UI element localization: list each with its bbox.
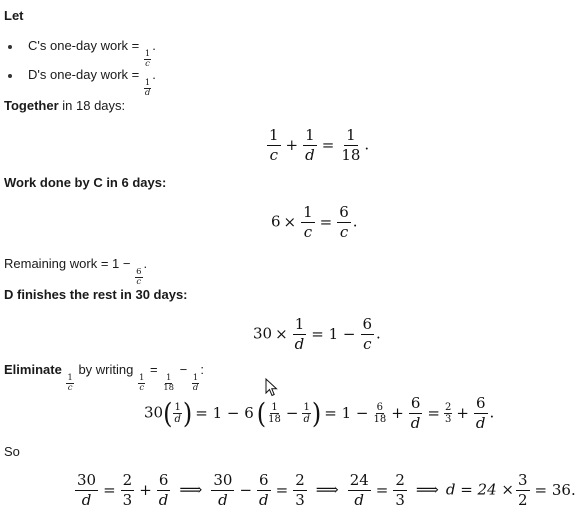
bullet-d-work: D's one-day work = $\frac{1}{d}$ .: [8, 67, 156, 98]
d-finishes-label: D finishes the rest in 30 days:: [4, 287, 188, 302]
implies-arrow-icon: ⟹: [179, 479, 203, 499]
work-c-label: Work done by C in 6 days:: [4, 175, 167, 190]
inline-fraction: $\frac{1}{d}$: [144, 78, 151, 98]
bullet-dot-icon: [8, 45, 12, 49]
inline-fraction: $\frac{1}{c}$: [144, 49, 151, 69]
equation-eliminate: 30( $\frac{1}{d}$ ) = 1 − 6 ( $\frac{1}{18}$ − $\frac{1}{d}$ ) = 1 − $\frac{6}{18}$ + $\frac{6}{d}$ = $\frac{2}{3}$ + $\frac{6}{d}$ .: [144, 394, 495, 432]
equation-together: $\frac{1}{c}$ + $\frac{1}{d}$ = $\frac{1}{18}$ .: [269, 126, 370, 164]
eliminate-line: Eliminate $\frac{1}{c}$ by writing $\frac{1}{c}$ = $\frac{1}{18}$ − $\frac{1}{d}$ :: [4, 362, 204, 393]
equation-final: $\frac{30}{d}$ = $\frac{2}{3}$ + $\frac{6}{d}$ ⟹ $\frac{30}{d}$ − $\frac{6}{d}$ = $\frac{2}{3}$ ⟹ $\frac{24}{d}$ = $\frac{2}{3}$ ⟹ d = 24 × $\frac{3}{2}$ = 36.: [77, 471, 576, 509]
equation-work-c: 6 × $\frac{1}{c}$ = $\frac{6}{c}$ .: [271, 203, 358, 241]
together-line: Together in 18 days:: [4, 98, 126, 113]
implies-arrow-icon: ⟹: [415, 479, 439, 499]
bullet-dot-icon: [8, 74, 12, 78]
let-label: Let: [4, 8, 24, 23]
implies-arrow-icon: ⟹: [315, 479, 339, 499]
so-label: So: [4, 444, 20, 459]
equation-d-finishes: 30 × $\frac{1}{d}$ = 1 − $\frac{6}{c}$ .: [253, 315, 381, 353]
bullet-c-work: C's one-day work = $\frac{1}{c}$ .: [8, 38, 156, 69]
remaining-work-line: Remaining work = 1 − $\frac{6}{c}$ .: [4, 256, 148, 287]
